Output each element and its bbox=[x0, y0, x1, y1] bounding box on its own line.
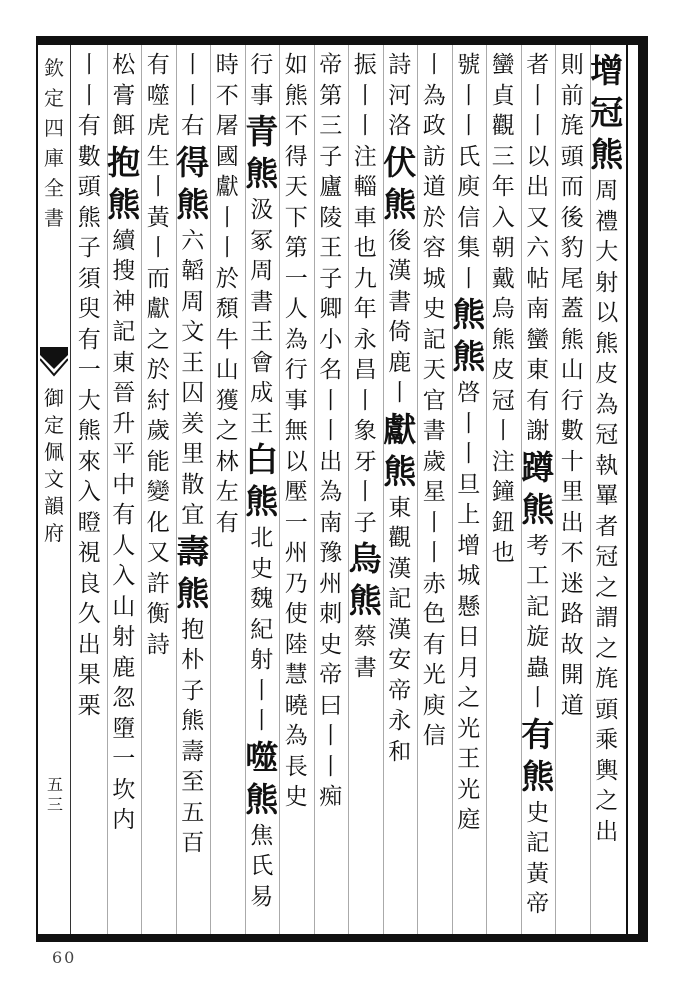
entry-text: 如熊不得天下第一人為行事無以壓一州乃使陸慧曉為長史 bbox=[284, 52, 308, 810]
margin-book-title: 御定佩文韻府 bbox=[44, 386, 64, 545]
frame-right-rule bbox=[638, 36, 648, 942]
text-column bbox=[207, 50, 247, 930]
entry-text: 則前旄頭而後豹尾蓋熊山行數十里出不迷路故開道 bbox=[560, 52, 584, 719]
headword: 青熊 bbox=[245, 112, 279, 193]
headword: 蹲熊 bbox=[521, 447, 555, 529]
entry-text: 行事 bbox=[250, 52, 274, 109]
text-column bbox=[173, 50, 213, 930]
headword: 增冠熊 bbox=[590, 51, 624, 174]
entry-text: 丨丨右 bbox=[181, 52, 205, 139]
entry-text: 時不屠國獻丨丨 bbox=[215, 52, 239, 261]
entry-text: 蠻貞觀三年入朝戴烏熊皮冠 bbox=[491, 52, 515, 414]
headword: 壽熊 bbox=[176, 531, 210, 613]
column-text bbox=[345, 50, 385, 683]
entry-text: 號丨丨氏庾信集丨 bbox=[457, 52, 481, 292]
entry-text: 松膏餌 bbox=[112, 52, 136, 139]
column-text bbox=[483, 50, 523, 569]
column-text bbox=[138, 50, 178, 660]
entry-text: 丨為政訪道於容城 bbox=[422, 52, 446, 292]
text-column bbox=[449, 50, 489, 930]
column-text bbox=[587, 50, 627, 847]
headword: 白熊 bbox=[245, 440, 279, 521]
below-frame-mark: 60 bbox=[52, 948, 77, 967]
entry-text: 歲能變化又許衡詩 bbox=[146, 418, 170, 658]
entry-text: 丨丨 bbox=[77, 52, 101, 109]
column-text bbox=[207, 50, 247, 538]
entry-text: 後漢書倚鹿丨 bbox=[388, 227, 412, 406]
column-text bbox=[69, 50, 109, 721]
text-column bbox=[276, 50, 316, 930]
headword: 噬熊 bbox=[245, 737, 279, 819]
frame-top-rule bbox=[36, 36, 648, 45]
text-column bbox=[104, 50, 144, 930]
entry-text: 東觀漢記漢安帝永和 bbox=[388, 494, 412, 765]
text-column bbox=[311, 50, 351, 930]
entry-text: 六韜周文王囚羑里散宜 bbox=[181, 227, 205, 528]
headword: 熊熊 bbox=[452, 295, 486, 376]
column-text bbox=[552, 50, 592, 721]
column-text bbox=[518, 50, 558, 920]
text-column bbox=[518, 50, 558, 930]
headword: 伏熊 bbox=[383, 142, 417, 224]
entry-text: 詩河洛 bbox=[388, 52, 412, 139]
entry-text: 周禮大射以熊皮為冠執罼者冠之謂之旄頭乘輿之出 bbox=[595, 178, 619, 845]
entry-text: 史記黃帝 bbox=[526, 799, 550, 917]
entry-text: 者丨丨以出又六帖南蠻東有謝 bbox=[526, 52, 550, 444]
entry-text: 有噬虎 bbox=[146, 52, 170, 139]
text-column bbox=[345, 50, 385, 930]
headword: 獻熊 bbox=[383, 409, 417, 491]
headword: 有熊 bbox=[521, 714, 555, 796]
column-text bbox=[276, 50, 316, 813]
column-text bbox=[449, 50, 489, 836]
entry-text: 汲冢周書王會成王 bbox=[250, 197, 274, 437]
text-column bbox=[587, 50, 627, 930]
entry-text: 北史魏紀射丨丨 bbox=[250, 525, 274, 734]
center-margin bbox=[38, 45, 70, 934]
entry-text: 續搜神記東晉升平中有人入山射鹿忽墮一坎内 bbox=[112, 227, 136, 833]
entry-text: 有數頭熊子須臾有一大熊來入瞪視良久出果栗 bbox=[77, 113, 101, 719]
entry-text: 焦氏易 bbox=[250, 822, 274, 910]
frame-bottom-rule bbox=[36, 934, 648, 942]
column-text bbox=[173, 50, 213, 859]
entry-text: 振丨丨注輜車也 bbox=[353, 52, 377, 261]
text-column bbox=[552, 50, 592, 930]
entry-text: 抱朴子熊壽至五百 bbox=[181, 616, 205, 856]
margin-page-number: 五三 bbox=[46, 775, 63, 814]
entry-text: 林左有 bbox=[215, 448, 239, 536]
headword: 抱熊 bbox=[107, 142, 141, 224]
text-column bbox=[380, 50, 420, 930]
entry-text: 丨注鐘鈕也 bbox=[491, 418, 515, 566]
text-column bbox=[138, 50, 178, 930]
entry-text: 啓丨丨旦上增城懸日月之光王光庭 bbox=[457, 380, 481, 833]
margin-series-title: 欽定四庫全書 bbox=[44, 56, 64, 230]
text-column bbox=[414, 50, 454, 930]
entry-text: 蔡書 bbox=[353, 624, 377, 681]
column-text bbox=[311, 50, 351, 813]
fishtail-mark-icon bbox=[40, 345, 68, 379]
headword: 烏熊 bbox=[348, 539, 382, 620]
column-text bbox=[380, 50, 420, 767]
entry-text: 帝第三子廬陵王子卿小名丨丨出為南豫州刺史帝曰丨丨痴 bbox=[319, 52, 343, 810]
column-text bbox=[104, 50, 144, 836]
entry-text: 於頹牛山獲之 bbox=[215, 265, 239, 444]
entry-text: 史記天官書歲星丨丨赤色有光庾信 bbox=[422, 296, 446, 749]
headword: 得熊 bbox=[176, 142, 210, 224]
column-text bbox=[242, 50, 282, 912]
column-text bbox=[414, 50, 454, 752]
entry-text: 九年永昌丨象牙丨子 bbox=[353, 265, 377, 536]
text-column bbox=[483, 50, 523, 930]
entry-text: 考工記旋蟲丨 bbox=[526, 532, 550, 711]
text-column bbox=[242, 50, 282, 930]
entry-text: 生丨黃丨而獻之於紂 bbox=[146, 143, 170, 414]
text-column bbox=[69, 50, 109, 930]
